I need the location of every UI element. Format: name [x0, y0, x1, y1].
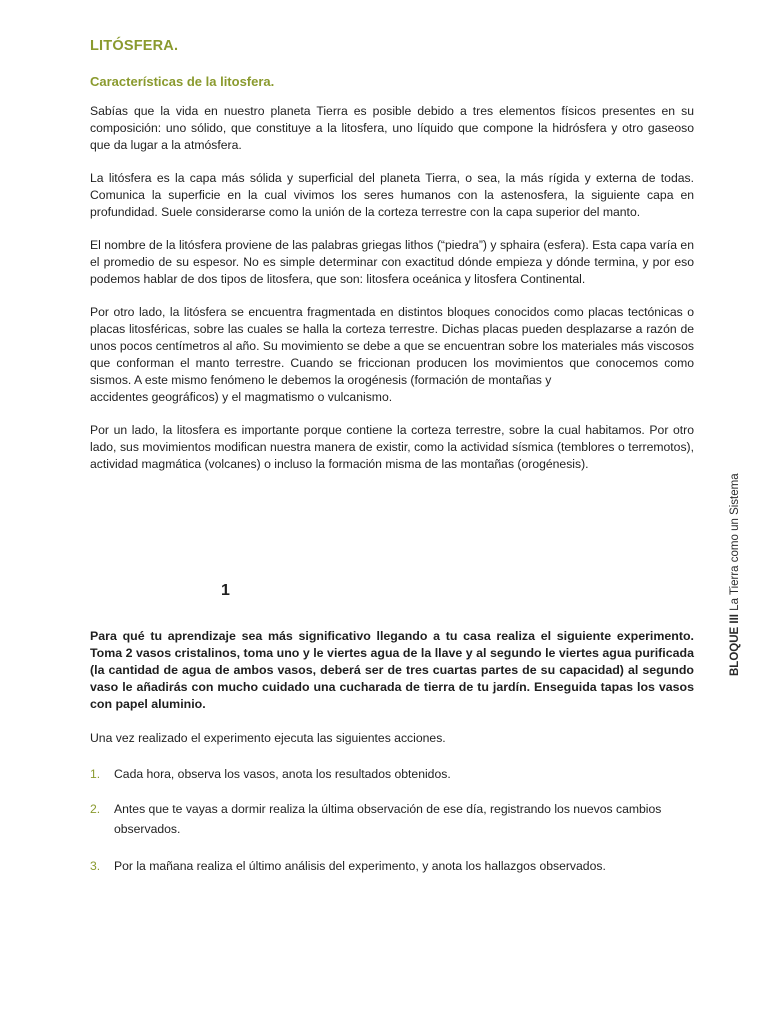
list-item [90, 799, 694, 839]
list-number: 3. [90, 859, 101, 873]
list-text: Cada hora, observa los vasos, anota los resultados obtenidos. [114, 767, 451, 781]
list-text: Antes que te vayas a dormir realiza la última observación de ese día, registrando los nuevos cambios observados. [114, 802, 662, 836]
paragraph: La litósfera es la capa más sólida y superficial del planeta Tierra, o sea, la más rígida y externa de todas. Comunica la superficie en la cual vivimos los seres humanos con la astenosfera, la siguiente capa en profundidad. Suele considerarse como la unión de la corteza terrestre con la capa superior del manto. [90, 171, 694, 219]
list-number: 2. [90, 802, 101, 816]
activity-number: 1 [221, 582, 230, 599]
side-label-text: La Tierra como un Sistema [729, 473, 741, 611]
activity-instructions: Para qué tu aprendizaje sea más significativo llegando a tu casa realiza el siguiente experimento. Toma 2 vasos cristalinos, toma uno y le viertes agua de la llave y al segundo le viertes agua purificada (la cantidad de agua de ambos vasos, deberá ser de tres cuartas partes de su capacidad) al segundo vaso le añadirás con mucho cuidado una cucharada de tierra de tu jardín. Enseguida tapas los vasos con papel aluminio. [90, 629, 694, 711]
side-running-header [728, 456, 742, 676]
list-text: Por la mañana realiza el último análisis del experimento, y anota los hallazgos observados. [114, 859, 606, 873]
page-title: LITÓSFERA. [90, 38, 179, 54]
paragraph: Por otro lado, la litósfera se encuentra fragmentada en distintos bloques conocidos como placas tectónicas o placas litosféricas, sobre las cuales se halla la corteza terrestre. Dichas placas pueden desplazarse a razón de unos pocos centímetros al año. Su movimiento se debe a que se encuentran sobre los materiales más viscosos que conforman el manto terrestre. Cuando se friccionan producen los movimientos que conocemos como sismos. A este mismo fenómeno le debemos la orogénesis (formación de montañas y [90, 305, 694, 387]
paragraph: Por un lado, la litosfera es importante porque contiene la corteza terrestre, sobre la cual habitamos. Por otro lado, sus movimientos modifican nuestra manera de existir, como la actividad sísmica (temblores o terremotos), actividad magmática (volcanes) o incluso la formación misma de las montañas (orogénesis). [90, 423, 694, 471]
actions-intro: Una vez realizado el experimento ejecuta las siguientes acciones. [90, 731, 446, 745]
actions-list [90, 764, 694, 876]
section-subtitle: Características de la litosfera. [90, 74, 275, 89]
document-page [90, 38, 694, 873]
paragraph: El nombre de la litósfera proviene de las palabras griegas lithos (“piedra”) y sphaira (esfera). Esta capa varía en el promedio de su espesor. No es simple determinar con exactitud dónde empieza y dónde termina, y por eso podemos hablar de dos tipos de litosfera, que son: litosfera oceánica y litosfera Continental. [90, 238, 694, 286]
paragraph: Sabías que la vida en nuestro planeta Tierra es posible debido a tres elementos físicos presentes en su composición: uno sólido, que constituye a la litosfera, uno líquido que compone la hidrósfera y otro gaseoso que da lugar a la atmósfera. [90, 104, 694, 152]
list-number: 1. [90, 767, 101, 781]
paragraph: accidentes geográficos) y el magmatismo o vulcanismo. [90, 390, 393, 404]
list-item [90, 856, 694, 876]
side-label-bloque: BLOQUE III [729, 614, 741, 676]
list-item [90, 764, 694, 784]
